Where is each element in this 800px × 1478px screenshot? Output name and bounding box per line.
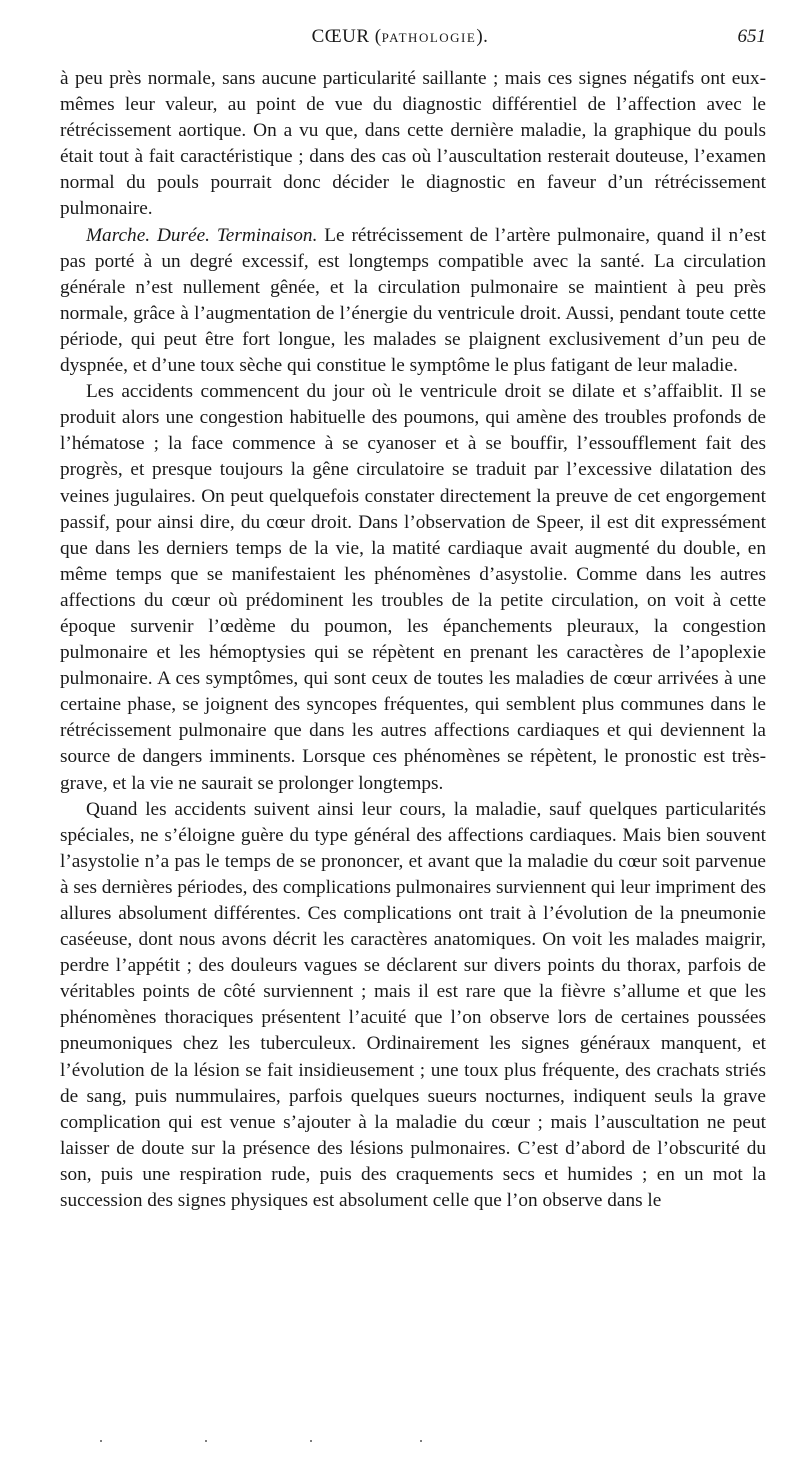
paragraph-text: Quand les accidents suivent ainsi leur cours, la maladie, sauf quelques particularités spéciales, ne s’éloigne guère du type général des affections cardiaques. Mais bien souvent l’asystolie n’a pas le temps de se prononcer, et avant que la maladie du cœur soit parvenue à ses dernières périodes, des complications pulmonaires surviennent qui leur impriment des allures absolument différentes. Ces complications ont trait à l’évolution de la pneumonie caséeuse, dont nous avons décrit les caractères anatomiques. On voit les malades maigrir, perdre l’appétit ; des douleurs vagues se déclarent sur divers points du thorax, parfois de véritables points de côté surviennent ; mais il est rare que la fièvre s’allume et que les phénomènes thoraciques présentent l’acuité que l’on observe lors de certaines poussées pneumoniques chez les tuberculeux. Ordinairement les signes généraux manquent, et l’évolution de la lésion se fait insidieusement ; une toux plus fréquente, des crachats striés de sang, puis nummulaires, parfois quelques sueurs nocturnes, indiquent seuls la grave complication qui est venue s’ajouter à la maladie du cœur ; mais l’auscultation ne peut laisser de doute sur la présence des lésions pulmonaires. C’est d’abord de l’obscurité du son, puis une respiration rude, puis des craquements secs et humides ; en un mot la succession des signes physiques est absolument celle que l’on observe dans le [60, 798, 766, 1212]
paragraph-3 [60, 379, 766, 797]
body-text [60, 66, 766, 1214]
running-title-main: CŒUR ( [311, 26, 382, 47]
paragraph-2 [60, 223, 766, 380]
print-speck [205, 1440, 207, 1442]
paragraph-4 [60, 797, 766, 1215]
section-heading-marche-duree-terminaison: Marche. Durée. Terminaison. [86, 224, 318, 246]
paragraph-text: Le rétrécissement de l’artère pulmonaire, quand il n’est pas porté à un degré excessif, est longtemps compatible avec la santé. La circulation générale n’est nullement gênée, et la circulation pulmonaire se maintient à peu près normale, grâce à l’augmentation de l’énergie du ventricule droit. Aussi, pendant toute cette période, qui peut être fort longue, les malades se plaignent exclusivement d’un peu de dyspnée, et d’une toux sèche qui constitue le symptôme le plus fatigant de leur maladie. [60, 224, 766, 377]
running-title [34, 26, 766, 48]
print-speck [310, 1440, 312, 1442]
running-title-smallcaps: PATHOLOGIE [381, 30, 477, 45]
running-title-close: ). [476, 26, 489, 47]
print-speck [100, 1440, 102, 1442]
paragraph-text: à peu près normale, sans aucune particularité saillante ; mais ces signes négatifs ont eux-mêmes leur valeur, au point de vue du diagnostic différentiel de l’affection avec le rétrécissement aortique. On a vu que, dans cette dernière maladie, la graphique du pouls était tout à fait caractéristique ; dans des cas où l’auscultation resterait douteuse, l’examen normal du pouls pourrait donc décider le diagnostic en faveur d’un rétrécissement pulmonaire. [60, 68, 766, 220]
paragraph-1 [60, 66, 766, 223]
page-number: 651 [737, 26, 766, 47]
print-speck [420, 1440, 422, 1442]
print-specks [0, 1440, 800, 1446]
paragraph-text: Les accidents commencent du jour où le ventricule droit se dilate et s’affaiblit. Il se produit alors une congestion habituelle des poumons, qui amène des troubles profonds de l’hématose ; la face commence à se cyanoser et à se bouffir, l’essoufflement fait des progrès, et presque toujours la gêne circulatoire se traduit par l’excessive dilatation des veines jugulaires. On peut quelquefois constater directement la preuve de cet engorgement passif, pour ainsi dire, du cœur droit. Dans l’observation de Speer, il est dit expressément que dans les derniers temps de la vie, la matité cardiaque avait augmenté du double, en même temps que se manifestaient les phénomènes d’asystolie. Comme dans les autres affections du cœur où prédominent les troubles de la petite circulation, on voit à cette époque survenir l’œdème du poumon, les épanchements pleuraux, la congestion pulmonaire et les hémoptysies qui se répètent en prenant les caractères de l’apoplexie pulmonaire. A ces symptômes, qui sont ceux de toutes les maladies de cœur arrivées à une certaine phase, se joignent des syncopes fréquentes, qui semblent plus communes dans le rétrécissement pulmonaire que dans les autres affections cardiaques et qui deviennent la source de dangers imminents. Lorsque ces phénomènes se répètent, le pronostic est très-grave, et la vie ne saurait se prolonger longtemps. [60, 381, 766, 794]
running-head [34, 26, 766, 56]
